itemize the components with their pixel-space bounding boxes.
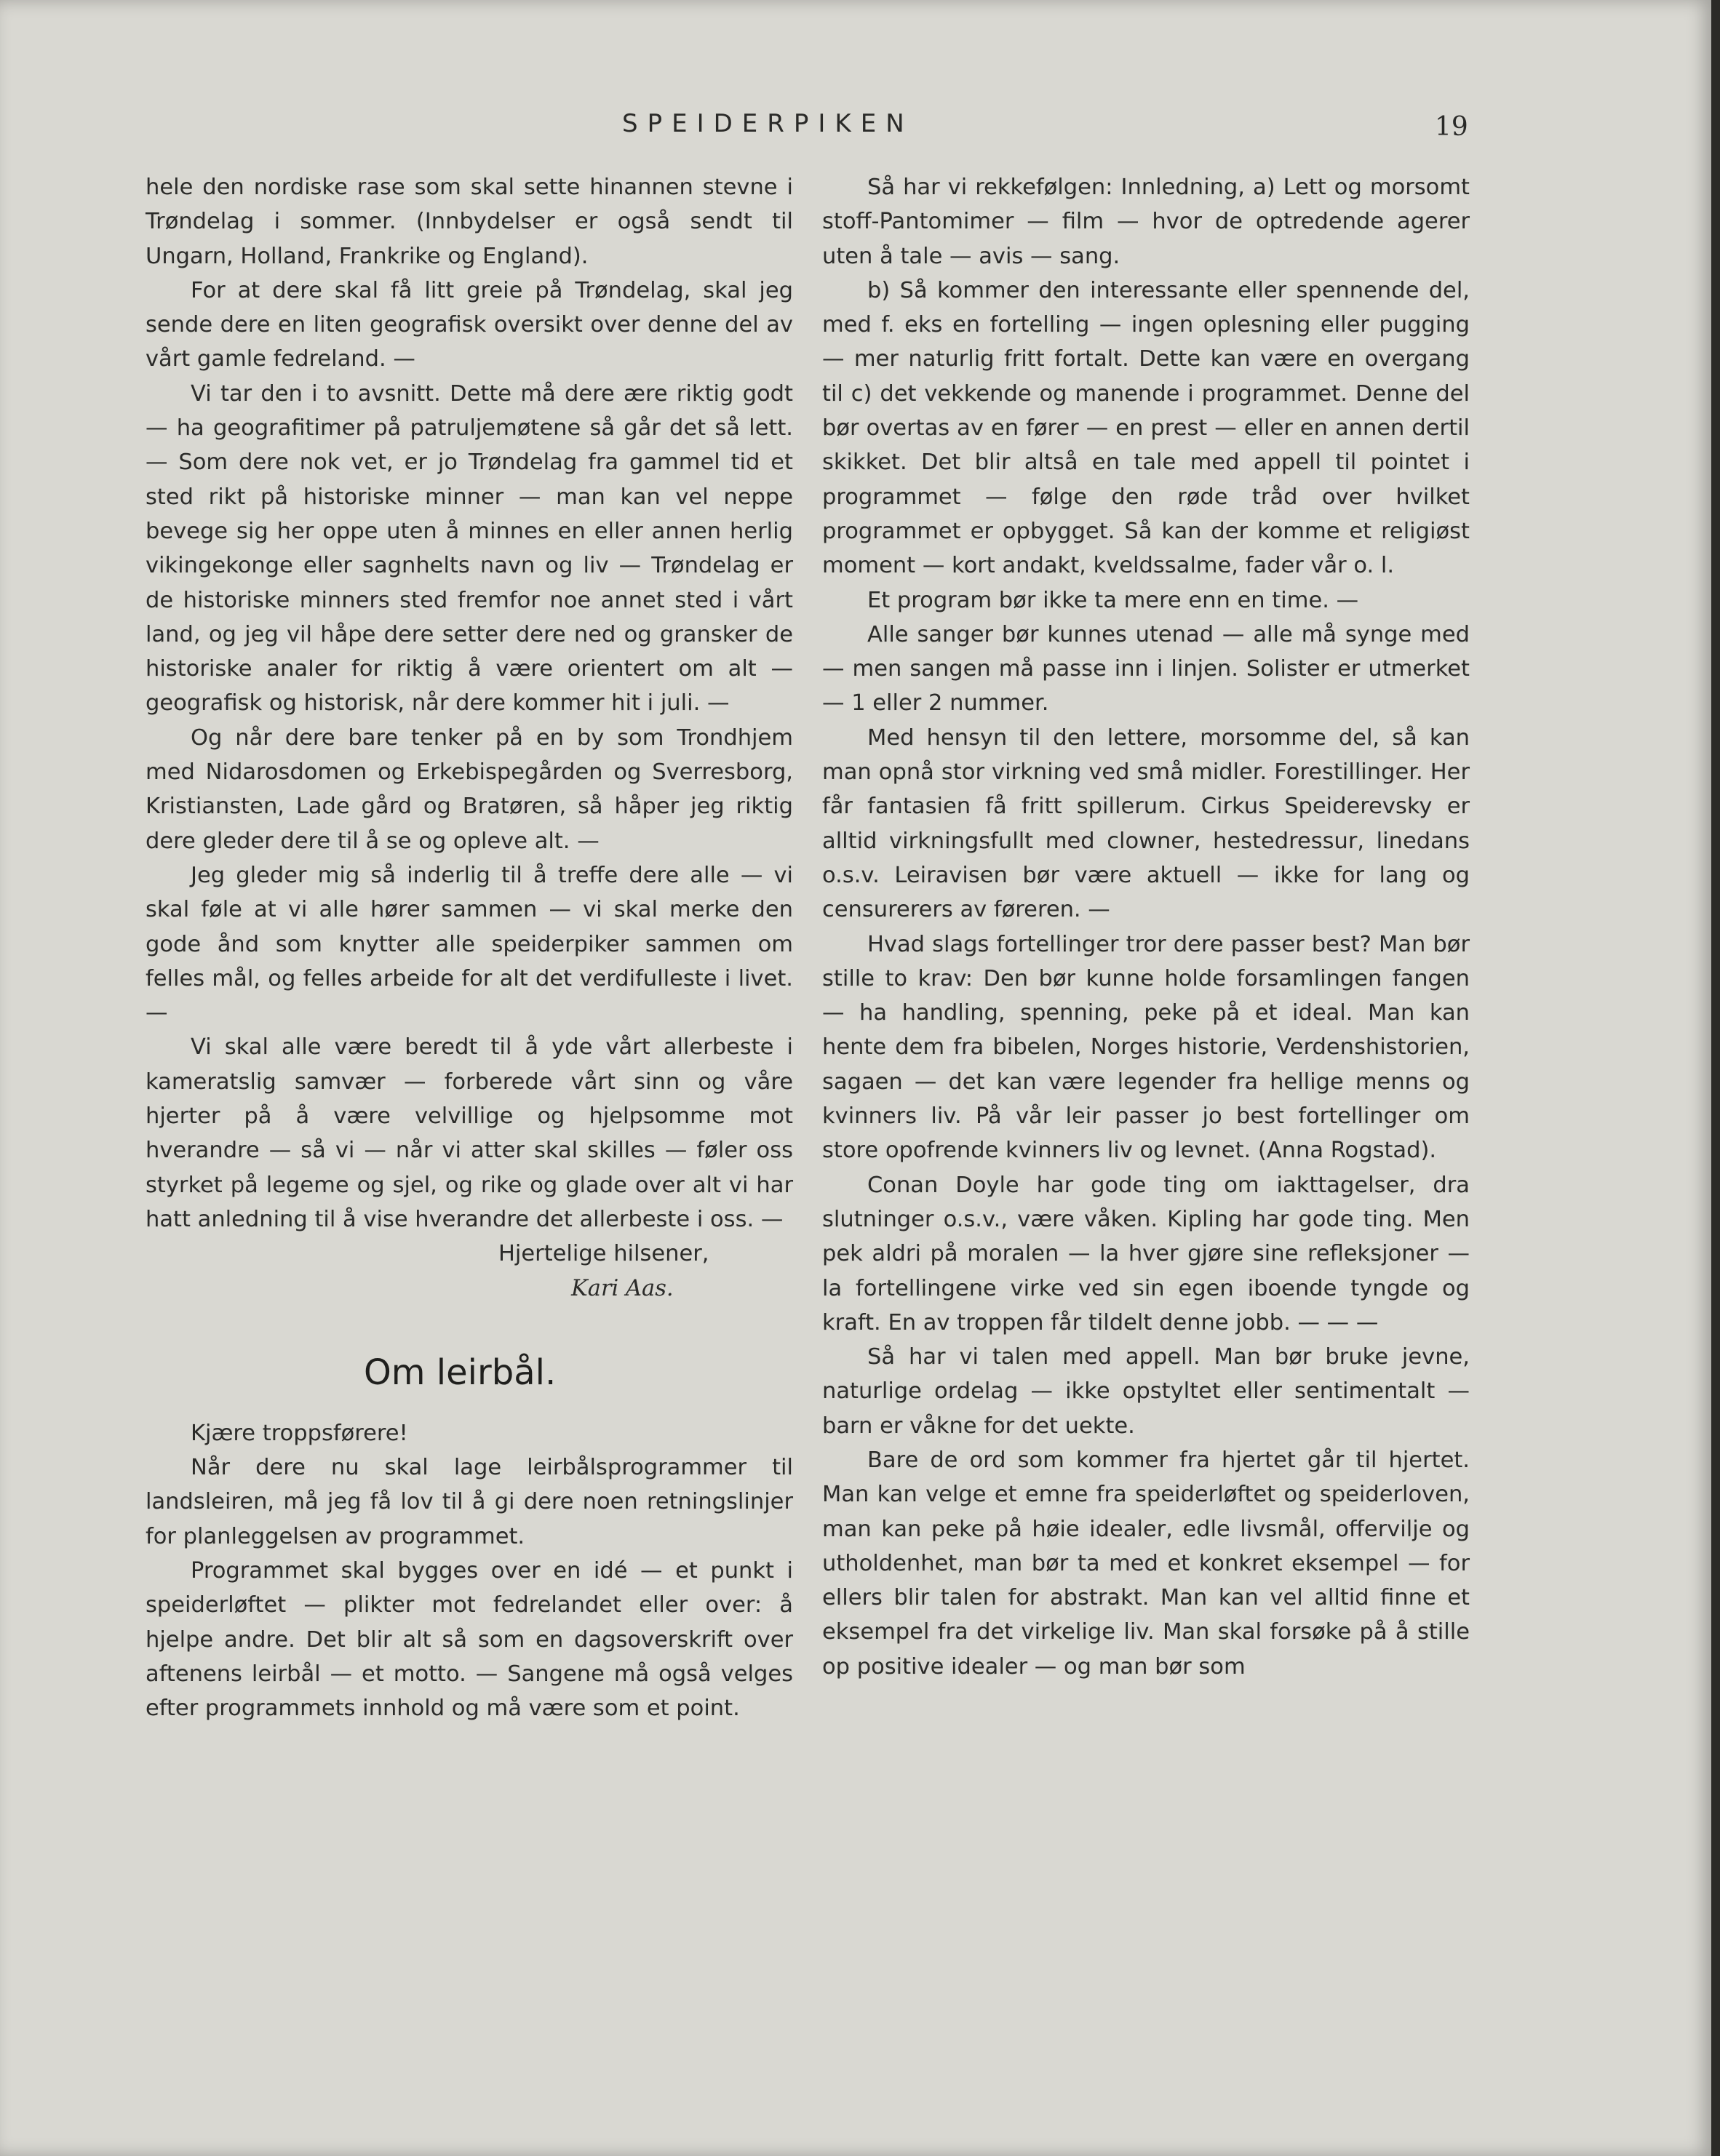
paragraph: Når dere nu skal lage leirbålsprogrammer til landsleiren, må jeg få lov til å gi dere noen retningslinjer for planleggelsen av programmet. [146, 1455, 793, 1549]
closing-greeting: Hjertelige hilsener, [498, 1241, 709, 1267]
paragraph: Jeg gleder mig så inderlig til å treffe dere alle — vi skal føle at vi alle hører sammen — vi skal merke den gode ånd som knytter alle speiderpiker sammen om felles mål, og felles arbeide for alt det verdifulleste i livet. — [146, 862, 793, 1026]
running-title: SPEIDERPIKEN [622, 109, 914, 138]
paragraph: Hvad slags fortellinger tror dere passer best? Man bør stille to krav: Den bør kunne holde forsamlingen fangen — ha handling, spenning, peke på et ideal. Man kan hente dem fra bibelen, Norges historie, Verdenshistorien, sagaen — det kan være legender fra hellige menns og kvinners liv. På vår leir passer jo best fortellinger om store opofrende kvinners liv og levnet. (Anna Rogstad). [822, 931, 1470, 1164]
left-column [146, 170, 793, 1725]
section-title: Om leirbål. [364, 1352, 557, 1393]
paragraph: Og når dere bare tenker på en by som Trondhjem med Nidarosdomen og Erkebispegården og Sverresborg, Kristiansten, Lade gård og Bratøren, så håper jeg riktig dere gleder dere til å se og opleve alt. — [146, 724, 793, 854]
salutation: Kjære troppsførere! [191, 1420, 408, 1446]
paragraph: Vi skal alle være beredt til å yde vårt allerbeste i kameratslig samvær — forberede vårt sinn og våre hjerter på å være velvillige og hjelpsomme mot hverandre — så vi — når vi atter skal skilles — føler oss styrket på legeme og sjel, og rike og glade over alt vi har hatt anledning til å vise hverandre det allerbeste i oss. — [146, 1034, 793, 1232]
author-name: Kari Aas. [571, 1275, 674, 1301]
paragraph: b) Så kommer den interessante eller spennende del, med f. eks en fortelling — ingen oplesning eller pugging — mer naturlig fritt fortalt. Dette kan være en overgang til c) det vekkende og manende i programmet. Denne del bør overtas av en fører — en prest — eller en annen dertil skikket. Det blir altså en tale med appell til pointet i programmet — følge den røde tråd over hvilket programmet er opbygget. Så kan der komme et religiøst moment — kort andakt, kveldssalme, fader vår o. l. [822, 277, 1470, 579]
paragraph: Et program bør ikke ta mere enn en time. — [867, 587, 1359, 613]
page-number: 19 [1435, 112, 1468, 142]
page-header [0, 109, 1711, 142]
paragraph: Så har vi rekkefølgen: Innledning, a) Lett og morsomt stoff-Pantomimer — film — hvor de optredende agerer uten å tale — avis — sang. [822, 175, 1470, 269]
right-column [822, 170, 1470, 1684]
paragraph: Bare de ord som kommer fra hjertet går til hjertet. Man kan velge et emne fra speiderløftet og speiderloven, man kan peke på høie idealer, edle livsmål, offervilje og utholdenhet, man bør ta med et konkret eksempel — for ellers blir talen for abstrakt. Man kan vel alltid finne et eksempel fra det virkelige liv. Man skal forsøke på å stille op positive idealer — og man bør som [822, 1447, 1470, 1680]
paragraph: Programmet skal bygges over en idé — et punkt i speiderløftet — plikter mot fedrelandet eller over: å hjelpe andre. Det blir alt så som en dagsoverskrift over aftenens leirbål — et motto. — Sangene må også velges efter programmets innhold og må være som et point. [146, 1557, 793, 1722]
paragraph: Vi tar den i to avsnitt. Dette må dere ære riktig godt — ha geografitimer på patruljemøtene så går det så lett. — Som dere nok vet, er jo Trøndelag fra gammel tid et sted rikt på historiske minner — man kan vel neppe bevege sig her oppe uten å minnes en eller annen herlig vikingekonge eller sagnhelts navn og liv — Trøndelag er de historiske minners sted fremfor noe annet sted i vårt land, og jeg vil håpe dere setter dere ned og gransker de historiske anaIer for riktig å være orientert om alt — geografisk og historisk, når dere kommer hit i juli. — [146, 380, 793, 716]
paragraph: hele den nordiske rase som skal sette hinannen stevne i Trøndelag i sommer. (Innbydelser er også sendt til Ungarn, Holland, Frankrike og England). [146, 175, 793, 269]
letter-signature [146, 1237, 793, 1306]
paragraph: Conan Doyle har gode ting om iakttagelser, dra slutninger o.s.v., være våken. Kipling har gode ting. Men pek aldri på moralen — la hver gjøre sine refleksjoner — la fortellingene virke ved sin egen iboende tyngde og kraft. En av troppen får tildelt denne jobb. — — — [822, 1172, 1470, 1335]
paragraph: Alle sanger bør kunnes utenad — alle må synge med — men sangen må passe inn i linjen. Solister er utmerket — 1 eller 2 nummer. [822, 621, 1470, 716]
paragraph: Med hensyn til den lettere, morsomme del, så kan man opnå stor virkning ved små midler. Forestillinger. Her får fantasien få fritt spillerum. Cirkus Speiderevsky er alltid virkningsfullt med clowner, hestedressur, linedans o.s.v. Leiravisen bør være aktuell — ikke for lang og censurerers av føreren. — [822, 724, 1470, 923]
paragraph: Så har vi talen med appell. Man bør bruke jevne, naturlige ordelag — ikke opstyltet eller sentimentalt — barn er våkne for det uekte. [822, 1344, 1470, 1439]
paragraph: For at dere skal få litt greie på Trøndelag, skal jeg sende dere en liten geografisk oversikt over denne del av vårt gamle fedreland. — [146, 277, 793, 372]
